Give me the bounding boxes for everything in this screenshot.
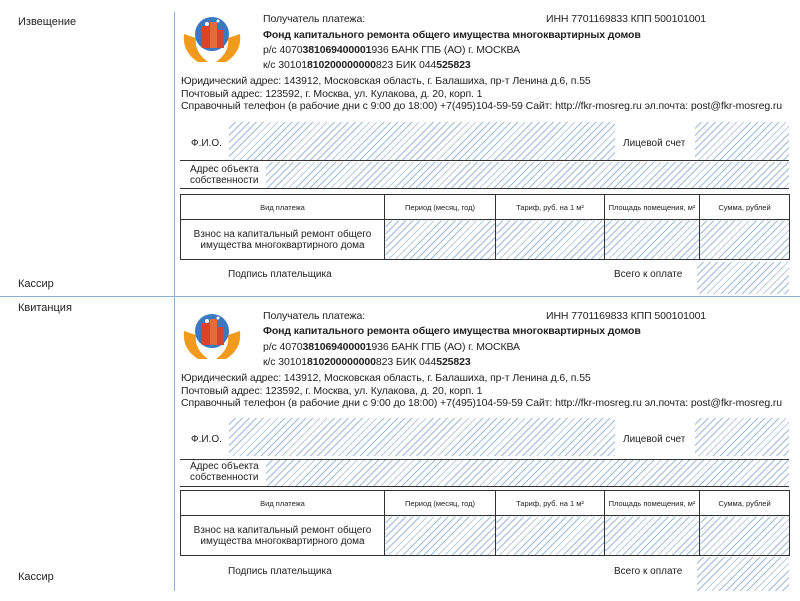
account-field[interactable]: [695, 418, 789, 456]
address-field[interactable]: [266, 460, 789, 486]
area-field[interactable]: [605, 516, 700, 556]
postal-address: Почтовый адрес: 123592, г. Москва, ул. Кулакова, д. 20, корп. 1: [181, 88, 483, 100]
table-header-row: [181, 195, 790, 220]
phone-line: Справочный телефон (в рабочие дни с 9:00 до 18:00) +7(495)104-59-59 Сайт: http://fkr-mosreg.ru эл.почта: post@fkr-mosreg.ru: [181, 100, 783, 112]
legal-address: Юридический адрес: 143912, Московская область, г. Балашиха, пр-т Ленина д.6, п.55: [181, 372, 591, 384]
header-payment-type: Вид платежа: [181, 491, 385, 516]
total-label: Всего к оплате: [614, 269, 683, 280]
tariff-field[interactable]: [496, 516, 605, 556]
fio-field[interactable]: [229, 122, 615, 160]
header-tariff: Тариф, руб. на 1 м²: [496, 195, 605, 220]
address-label: Адрес объекта собственности: [190, 164, 259, 186]
header-area: Площадь помещения, м²: [605, 195, 700, 220]
bank-account: р/с 4070381069400001936 БАНК ГПБ (АО) г. МОСКВА: [263, 341, 520, 353]
cashier-label: Кассир: [18, 278, 54, 290]
header-area: Площадь помещения, м²: [605, 491, 700, 516]
total-label: Всего к оплате: [614, 566, 683, 577]
header-sum: Сумма, рублей: [700, 491, 790, 516]
cashier-label: Кассир: [18, 571, 54, 583]
fund-logo-icon: [180, 309, 244, 363]
header-tariff: Тариф, руб. на 1 м²: [496, 491, 605, 516]
tariff-field[interactable]: [496, 220, 605, 260]
fio-field[interactable]: [229, 418, 615, 456]
notice-section: [0, 0, 800, 296]
payment-name: Взнос на капитальный ремонт общего имущества многоквартирного дома: [181, 220, 385, 260]
sum-field[interactable]: [700, 220, 790, 260]
sum-field[interactable]: [700, 516, 790, 556]
bank-account: р/с 4070381069400001936 БАНК ГПБ (АО) г. МОСКВА: [263, 44, 520, 56]
fio-label: Ф.И.О.: [191, 138, 222, 149]
section-divider: [174, 297, 175, 591]
header-period: Период (месяц, год): [385, 491, 496, 516]
address-underline: [180, 188, 789, 189]
address-field[interactable]: [266, 162, 789, 188]
fund-logo-icon: [180, 12, 244, 66]
payment-table: [180, 490, 790, 556]
payment-table: [180, 194, 790, 260]
header-period: Период (месяц, год): [385, 195, 496, 220]
phone-line: Справочный телефон (в рабочие дни с 9:00 до 18:00) +7(495)104-59-59 Сайт: http://fkr-mosreg.ru эл.почта: post@fkr-mosreg.ru: [181, 397, 783, 409]
recipient-label: Получатель платежа:: [263, 13, 366, 25]
notice-title: Извещение: [18, 16, 77, 28]
account-label: Лицевой счет: [623, 138, 686, 149]
table-row: [181, 516, 790, 556]
address-underline: [180, 486, 789, 487]
recipient-label: Получатель платежа:: [263, 310, 366, 322]
account-field[interactable]: [695, 122, 789, 160]
signature-label: Подпись плательщика: [228, 566, 332, 577]
header-sum: Сумма, рублей: [700, 195, 790, 220]
fio-label: Ф.И.О.: [191, 434, 222, 445]
inn-kpp: ИНН 7701169833 КПП 500101001: [546, 13, 707, 25]
receipt-title: Квитанция: [18, 302, 72, 314]
period-field[interactable]: [385, 516, 496, 556]
inn-kpp: ИНН 7701169833 КПП 500101001: [546, 310, 707, 322]
legal-address: Юридический адрес: 143912, Московская область, г. Балашиха, пр-т Ленина д.6, п.55: [181, 75, 591, 87]
header-payment-type: Вид платежа: [181, 195, 385, 220]
payment-name: Взнос на капитальный ремонт общего имущества многоквартирного дома: [181, 516, 385, 556]
account-label: Лицевой счет: [623, 434, 686, 445]
section-divider: [174, 12, 175, 296]
total-field[interactable]: [697, 262, 789, 294]
table-row: [181, 220, 790, 260]
table-header-row: [181, 491, 790, 516]
signature-label: Подпись плательщика: [228, 269, 332, 280]
postal-address: Почтовый адрес: 123592, г. Москва, ул. Кулакова, д. 20, корп. 1: [181, 385, 483, 397]
total-field[interactable]: [697, 557, 789, 591]
fio-underline: [180, 160, 789, 161]
corr-account-bik: к/с 30101810200000000823 БИК 044525823: [263, 356, 471, 368]
corr-account-bik: к/с 30101810200000000823 БИК 044525823: [263, 59, 471, 71]
address-label: Адрес объекта собственности: [190, 461, 259, 483]
area-field[interactable]: [605, 220, 700, 260]
period-field[interactable]: [385, 220, 496, 260]
receipt-section: [0, 296, 800, 601]
org-name: Фонд капитального ремонта общего имущества многоквартирных домов: [263, 29, 641, 41]
org-name: Фонд капитального ремонта общего имущества многоквартирных домов: [263, 325, 641, 337]
